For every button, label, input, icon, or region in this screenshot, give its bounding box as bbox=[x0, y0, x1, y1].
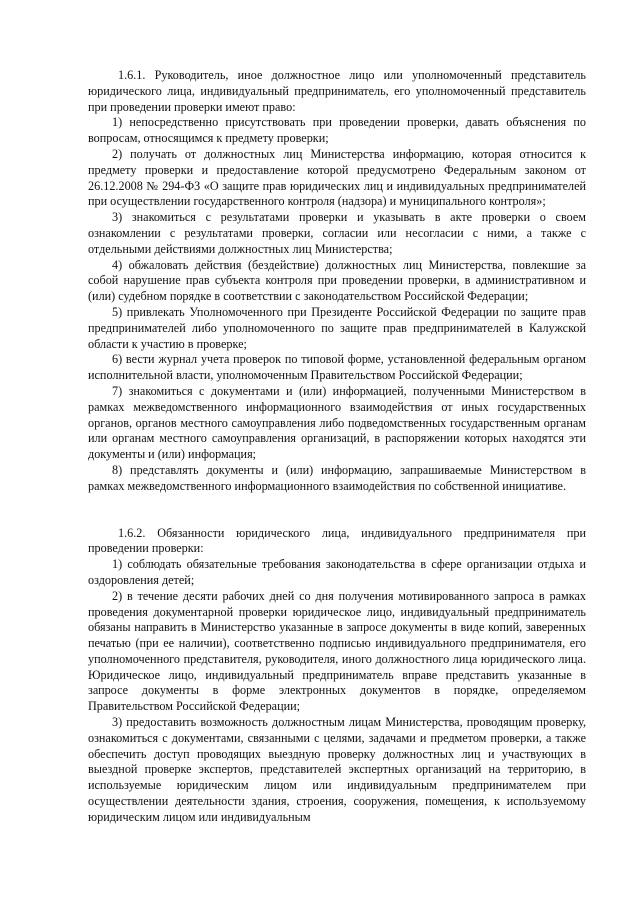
right-item-3: 3) знакомиться с результатами проверки и указывать в акте проверки о своем ознакомлении с результатами проверки, согласии или несогласии с ними, а также с отдельными действиями должностных лиц Министерства; bbox=[88, 210, 586, 256]
section-gap bbox=[88, 495, 586, 526]
section-1-6-2-intro: 1.6.2. Обязанности юридического лица, индивидуального предпринимателя при проведении проверки: bbox=[88, 525, 586, 556]
duty-item-3: 3) предоставить возможность должностным лицам Министерства, проводящим проверку, ознакомиться с документами, связанными с целями, задачами и предметом проверки, а также обеспечить доступ проводящих выездную проверку должностных лиц и участвующих в выездной проверке экспертов, представителей экспертных организаций на территорию, в используемые юридическим лицом или индивидуальным предпринимателем при осуществлении деятельности здания, строения, сооружения, помещения, к используемому юридическим лицом или индивидуальным bbox=[88, 715, 586, 824]
right-item-5: 5) привлекать Уполномоченного при Президенте Российской Федерации по защите прав предпринимателей либо уполномоченного по защите прав предпринимателей в Калужской области к участию в проверке; bbox=[88, 304, 586, 351]
duty-item-2: 2) в течение десяти рабочих дней со дня получения мотивированного запроса в рамках проведения документарной проверки юридическое лицо, индивидуальный предприниматель обязаны направить в Министерство указанные в запросе документы в виде копий, заверенных печатью (при ее наличии), соответственно подписью индивидуального предпринимателя, его уполномоченного представителя, руководителя, иного должностного лица юридического лица. Юридическое лицо, индивидуальный предприниматель вправе представить указанные в запросе документы в форме электронных документов в порядке, определяемом Правительством Российской Федерации; bbox=[88, 588, 586, 714]
right-item-4: 4) обжаловать действия (бездействие) должностных лиц Министерства, повлекшие за собой нарушение прав субъекта контроля при проведении проверки, в административном и (или) судебном порядке в соответствии с законодательством Российской Федерации; bbox=[88, 257, 586, 304]
section-1-6-1-intro: 1.6.1. Руководитель, иное должностное лицо или уполномоченный представитель юридического лица, индивидуальный предприниматель, его уполномоченный представитель при проведении проверки имеют право: bbox=[88, 68, 586, 114]
document-body bbox=[88, 68, 586, 826]
duty-item-1: 1) соблюдать обязательные требования законодательства в сфере организации отдыха и оздоровления детей; bbox=[88, 557, 586, 587]
right-item-2: 2) получать от должностных лиц Министерства информацию, которая относится к предмету проверки и предоставление которой предусмотрено Федеральным законом от 26.12.2008 № 294-ФЗ «О защите прав юридических лиц и индивидуальных предпринимателей при осуществлении государственного контроля (надзора) и муниципального контроля»; bbox=[88, 146, 586, 209]
right-item-8: 8) представлять документы и (или) информацию, запрашиваемые Министерством в рамках межведомственного информационного взаимодействия по собственной инициативе. bbox=[88, 462, 586, 493]
right-item-1: 1) непосредственно присутствовать при проведении проверки, давать объяснения по вопросам, относящимся к предмету проверки; bbox=[88, 115, 586, 146]
right-item-7: 7) знакомиться с документами и (или) информацией, полученными Министерством в рамках межведомственного информационного взаимодействия от иных государственных органов, органов местного самоуправления либо подведомственных государственным органам или органам местного самоуправления организаций, в распоряжении которых находятся эти документы и (или) информация; bbox=[88, 383, 586, 462]
right-item-6: 6) вести журнал учета проверок по типовой форме, установленной федеральным органом исполнительной власти, уполномоченным Правительством Российской Федерации; bbox=[88, 352, 586, 383]
